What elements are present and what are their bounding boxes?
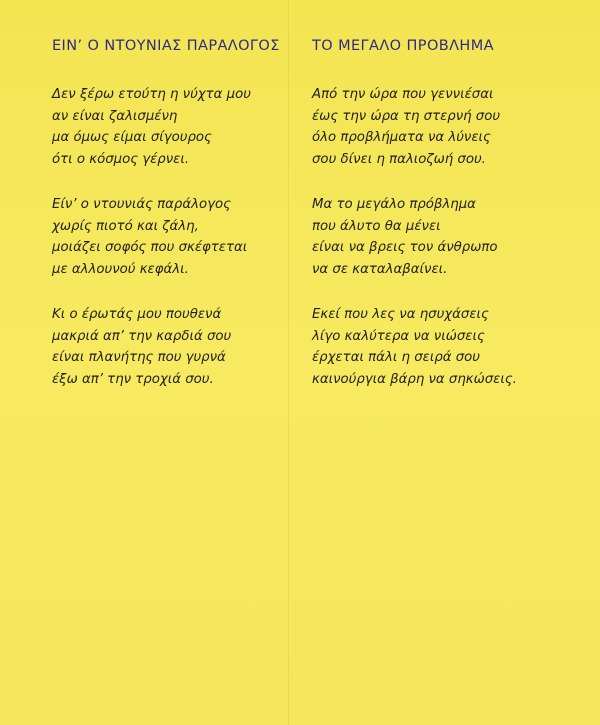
poem-line: να σε καταλαβαίνει. xyxy=(312,261,448,277)
poem-left xyxy=(52,38,282,414)
poem-stanza xyxy=(52,304,282,390)
poem-stanza xyxy=(52,84,282,170)
poem-line: όλο προβλήματα να λύνεις xyxy=(312,130,491,145)
poem-stanza xyxy=(312,84,562,170)
poem-line: λίγο καλύτερα να νιώσεις xyxy=(312,328,485,344)
poem-line: με αλλουνού κεφάλι. xyxy=(52,261,189,277)
poem-line: Κι ο έρωτάς μου πουθενά xyxy=(52,307,222,322)
poem-line: μοιάζει σοφός που σκέφτεται xyxy=(52,240,248,255)
poem-line: Από την ώρα που γεννιέσαι xyxy=(312,87,494,102)
poem-line: Μα το μεγάλο πρόβλημα xyxy=(312,197,476,212)
poem-line: έρχεται πάλι η σειρά σου xyxy=(312,350,481,365)
poem-stanza xyxy=(312,304,562,390)
poem-stanza xyxy=(52,194,282,280)
poem-line: έως την ώρα τη στερνή σου xyxy=(312,108,501,124)
poem-line: έξω απ’ την τροχιά σου. xyxy=(52,371,214,387)
poem-title: ΤΟ ΜΕΓΑΛΟ ΠΡΟΒΛΗΜΑ xyxy=(312,38,494,54)
poem-line: αν είναι ζαλισμένη xyxy=(52,108,178,124)
poem-line: ότι ο κόσμος γέρνει. xyxy=(52,151,190,167)
page-fold-divider xyxy=(288,0,289,725)
poem-right xyxy=(312,38,562,414)
poem-line: χωρίς πιοτό και ζάλη, xyxy=(52,218,199,234)
poem-line: μα όμως είμαι σίγουρος xyxy=(52,130,212,145)
poem-line: που άλυτο θα μένει xyxy=(312,218,441,234)
poem-line: Εκεί που λες να ησυχάσεις xyxy=(312,307,489,322)
poem-line: Δεν ξέρω ετούτη η νύχτα μου xyxy=(52,87,251,102)
poem-line: σου δίνει η παλιοζωή σου. xyxy=(312,151,486,167)
poem-line: Είν’ ο ντουνιάς παράλογος xyxy=(52,197,231,212)
poem-line: είναι να βρεις τον άνθρωπο xyxy=(312,240,498,255)
poem-stanza xyxy=(312,194,562,280)
poem-line: καινούργια βάρη να σηκώσεις. xyxy=(312,371,517,387)
poem-line: είναι πλανήτης που γυρνά xyxy=(52,350,226,365)
poem-line: μακριά απ’ την καρδιά σου xyxy=(52,328,232,344)
poem-title: ΕΙΝ’ Ο ΝΤΟΥΝΙΑΣ ΠΑΡΑΛΟΓΟΣ xyxy=(52,38,280,54)
